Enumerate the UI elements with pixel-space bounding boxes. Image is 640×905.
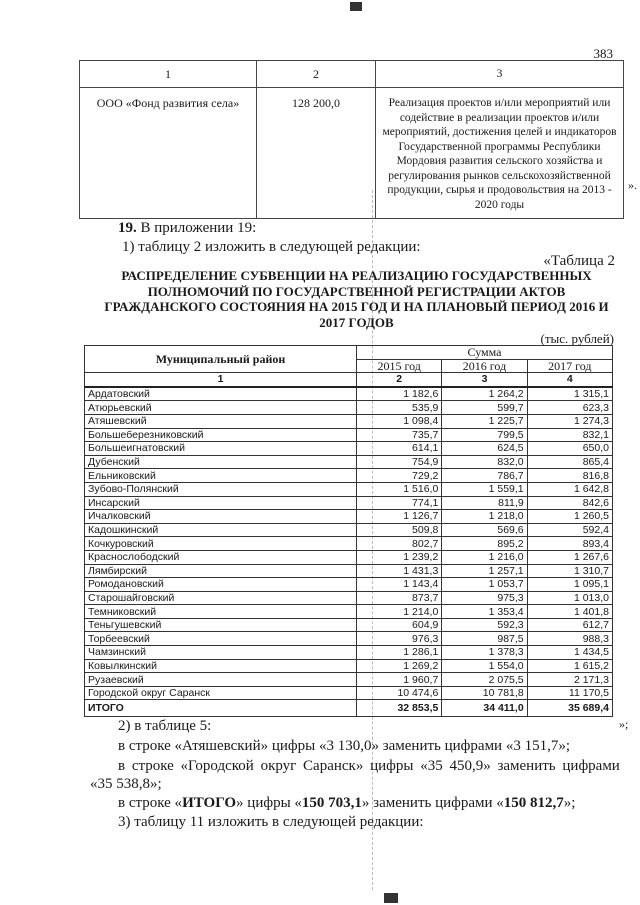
value-2016: 1 559,1 (442, 482, 527, 496)
value-2015: 1 516,0 (357, 482, 442, 496)
district-header: Муниципальный район (85, 346, 357, 373)
table-row (85, 550, 613, 564)
table-row (85, 632, 613, 646)
continuation-table (79, 60, 624, 219)
district-name: Большеигнатовский (85, 442, 357, 456)
value-2015: 604,9 (357, 618, 442, 632)
table-row (85, 659, 613, 673)
table-row (85, 605, 613, 619)
amendment-line-3 (118, 795, 575, 812)
district-name: Краснослободский (85, 550, 357, 564)
col-header-2: 2 (257, 61, 376, 88)
value-2017: 623,3 (527, 401, 612, 415)
col-number: 4 (527, 373, 612, 387)
value-2017: 832,1 (527, 428, 612, 442)
district-name: Ардатовский (85, 387, 357, 401)
header-row-1 (85, 346, 613, 360)
district-name: Атяшевский (85, 414, 357, 428)
value-2017: 988,3 (527, 632, 612, 646)
title-line: ПОЛНОМОЧИЙ ПО ГОСУДАРСТВЕННОЙ РЕГИСТРАЦИИ АКТОВ (147, 283, 566, 299)
table-row (85, 578, 613, 592)
value-2016: 1 353,4 (442, 605, 527, 619)
value-2017: 816,8 (527, 469, 612, 483)
col-header-3: 3 (376, 61, 624, 88)
table-row (85, 428, 613, 442)
itogo-bold: ИТОГО (182, 795, 237, 811)
col-header-1: 1 (80, 61, 257, 88)
section-number: 19. (118, 220, 137, 236)
total-label: ИТОГО (85, 700, 357, 717)
district-name: Ичалковский (85, 510, 357, 524)
value-2016: 1 554,0 (442, 659, 527, 673)
text: » цифры « (236, 795, 302, 811)
district-name: Ковылкинский (85, 659, 357, 673)
value-2015: 10 474,6 (357, 686, 442, 700)
table-row (85, 673, 613, 687)
column-number-row (85, 373, 613, 387)
value-2015: 1 269,2 (357, 659, 442, 673)
text: »; (563, 795, 576, 811)
value-2017: 2 171,3 (527, 673, 612, 687)
amendment-item-3: 3) таблицу 11 изложить в следующей редакции: (118, 814, 424, 830)
year-2016-header: 2016 год (442, 359, 527, 373)
district-name: Чамзинский (85, 646, 357, 660)
value-2016: 569,6 (442, 523, 527, 537)
district-name: Атюрьевский (85, 401, 357, 415)
table-row (85, 591, 613, 605)
table-row (85, 646, 613, 660)
value-2015: 774,1 (357, 496, 442, 510)
title-line: 2017 ГОДОВ (319, 314, 394, 330)
district-name: Ельниковский (85, 469, 357, 483)
value-2017: 1 260,5 (527, 510, 612, 524)
district-name: Рузаевский (85, 673, 357, 687)
table-row (85, 686, 613, 700)
amendment-line-1: в строке «Атяшевский» цифры «3 130,0» заменить цифрами «3 151,7»; (118, 738, 570, 754)
amendment-line-2a: в строке «Городской округ Саранск» цифры «35 450,9» заменить цифрами (118, 758, 620, 774)
table-row (85, 401, 613, 415)
value-2016: 975,3 (442, 591, 527, 605)
value-2017: 1 615,2 (527, 659, 612, 673)
value-2016: 1 257,1 (442, 564, 527, 578)
district-name: Теньгушевский (85, 618, 357, 632)
page-number: 383 (593, 46, 613, 61)
district-name: Большеберезниковский (85, 428, 357, 442)
value-2017: 865,4 (527, 455, 612, 469)
table-row (85, 564, 613, 578)
district-name: Городской округ Саранск (85, 686, 357, 700)
table-2-title (84, 268, 629, 330)
continuation-closing-quote: ». (628, 178, 637, 192)
district-name: Кочкуровский (85, 537, 357, 551)
text: » заменить цифрами « (361, 795, 504, 811)
value-2017: 1 267,6 (527, 550, 612, 564)
district-name: Лямбирский (85, 564, 357, 578)
table-row (85, 469, 613, 483)
value-2017: 612,7 (527, 618, 612, 632)
value-2016: 1 378,3 (442, 646, 527, 660)
value-2016: 10 781,8 (442, 686, 527, 700)
total-2017: 35 689,4 (527, 700, 612, 717)
value-2015: 1 286,1 (357, 646, 442, 660)
value-2015: 754,9 (357, 455, 442, 469)
total-2015: 32 853,5 (357, 700, 442, 717)
section-19-item-1: 1) таблицу 2 изложить в следующей редакции: (122, 239, 421, 255)
continuation-row (80, 88, 624, 219)
value-2017: 1 434,5 (527, 646, 612, 660)
top-scan-mark (350, 2, 362, 11)
total-2016: 34 411,0 (442, 700, 527, 717)
value-2017: 1 401,8 (527, 605, 612, 619)
title-line: РАСПРЕДЕЛЕНИЕ СУБВЕНЦИИ НА РЕАЛИЗАЦИЮ ГОСУДАРСТВЕННЫХ (121, 268, 592, 283)
table-row (85, 482, 613, 496)
district-name: Торбеевский (85, 632, 357, 646)
value-2017: 1 095,1 (527, 578, 612, 592)
table-2-closing-quote: »; (619, 717, 629, 731)
value-2016: 624,5 (442, 442, 527, 456)
table-row (85, 523, 613, 537)
value-2015: 729,2 (357, 469, 442, 483)
value-2016: 1 216,0 (442, 550, 527, 564)
value-2016: 1 218,0 (442, 510, 527, 524)
total-row (85, 700, 613, 717)
subvention-table (84, 345, 613, 717)
value-2017: 1 274,3 (527, 414, 612, 428)
value-2015: 735,7 (357, 428, 442, 442)
table-row (85, 510, 613, 524)
value-2015: 1 960,7 (357, 673, 442, 687)
section-19-heading (118, 220, 256, 237)
value-2016: 1 053,7 (442, 578, 527, 592)
value-2015: 509,8 (357, 523, 442, 537)
value-2017: 1 013,0 (527, 591, 612, 605)
district-name: Темниковский (85, 605, 357, 619)
district-name: Ромодановский (85, 578, 357, 592)
amendment-item-2: 2) в таблице 5: (118, 718, 212, 734)
table-row (85, 618, 613, 632)
value-2015: 802,7 (357, 537, 442, 551)
units-label: (тыс. рублей) (540, 331, 614, 346)
value-2016: 786,7 (442, 469, 527, 483)
value-2017: 1 310,7 (527, 564, 612, 578)
value-2016: 1 225,7 (442, 414, 527, 428)
value-2015: 1 431,3 (357, 564, 442, 578)
value-2017: 11 170,5 (527, 686, 612, 700)
amendment-line-2b: «35 538,8»; (90, 776, 162, 792)
organization-cell: ООО «Фонд развития села» (80, 88, 257, 219)
district-name: Кадошкинский (85, 523, 357, 537)
value-2015: 1 126,7 (357, 510, 442, 524)
value-2016: 799,5 (442, 428, 527, 442)
purpose-cell: Реализация проектов и/или мероприятий или содействие в реализации проектов и/или мероприятий, достижения целей и индикаторов Государственной программы Республики Мордовия развития сельского хозяйства и регулирования рынков сельскохозяйственной продукции, сырья и продовольствия на 2013 - 2020 годы (376, 88, 624, 219)
value-2017: 650,0 (527, 442, 612, 456)
col-number: 1 (85, 373, 357, 387)
value-2017: 1 315,1 (527, 387, 612, 401)
col-number: 2 (357, 373, 442, 387)
year-2017-header: 2017 год (527, 359, 612, 373)
col-number: 3 (442, 373, 527, 387)
value-2015: 535,9 (357, 401, 442, 415)
value-2016: 599,7 (442, 401, 527, 415)
table-row (85, 496, 613, 510)
continuation-header-row (80, 61, 624, 88)
value-2015: 614,1 (357, 442, 442, 456)
value-2017: 1 642,8 (527, 482, 612, 496)
value-2015: 873,7 (357, 591, 442, 605)
table-2-label: «Таблица 2 (543, 253, 615, 269)
district-name: Инсарский (85, 496, 357, 510)
value-2016: 987,5 (442, 632, 527, 646)
value-2017: 592,4 (527, 523, 612, 537)
district-name: Старошайговский (85, 591, 357, 605)
table-row (85, 387, 613, 401)
table-row (85, 442, 613, 456)
district-name: Дубенский (85, 455, 357, 469)
value-2016: 832,0 (442, 455, 527, 469)
section-heading-text: В приложении 19: (136, 220, 257, 236)
table-row (85, 537, 613, 551)
amount-cell: 128 200,0 (257, 88, 376, 219)
table-row (85, 455, 613, 469)
value-2016: 811,9 (442, 496, 527, 510)
text: в строке « (118, 795, 183, 811)
value-2015: 1 098,4 (357, 414, 442, 428)
value-2016: 1 264,2 (442, 387, 527, 401)
bottom-scan-mark (384, 893, 398, 903)
value-2016: 2 075,5 (442, 673, 527, 687)
title-line: ГРАЖДАНСКОГО СОСТОЯНИЯ НА 2015 ГОД И НА ПЛАНОВЫЙ ПЕРИОД 2016 И (104, 299, 609, 314)
new-value-bold: 150 812,7 (503, 795, 564, 811)
value-2017: 893,4 (527, 537, 612, 551)
value-2016: 895,2 (442, 537, 527, 551)
district-name: Зубово-Полянский (85, 482, 357, 496)
year-2015-header: 2015 год (357, 359, 442, 373)
value-2015: 976,3 (357, 632, 442, 646)
value-2015: 1 214,0 (357, 605, 442, 619)
table-row (85, 414, 613, 428)
value-2015: 1 182,6 (357, 387, 442, 401)
value-2015: 1 239,2 (357, 550, 442, 564)
sum-header: Сумма (357, 346, 613, 360)
value-2015: 1 143,4 (357, 578, 442, 592)
value-2016: 592,3 (442, 618, 527, 632)
old-value-bold: 150 703,1 (301, 795, 362, 811)
value-2017: 842,6 (527, 496, 612, 510)
